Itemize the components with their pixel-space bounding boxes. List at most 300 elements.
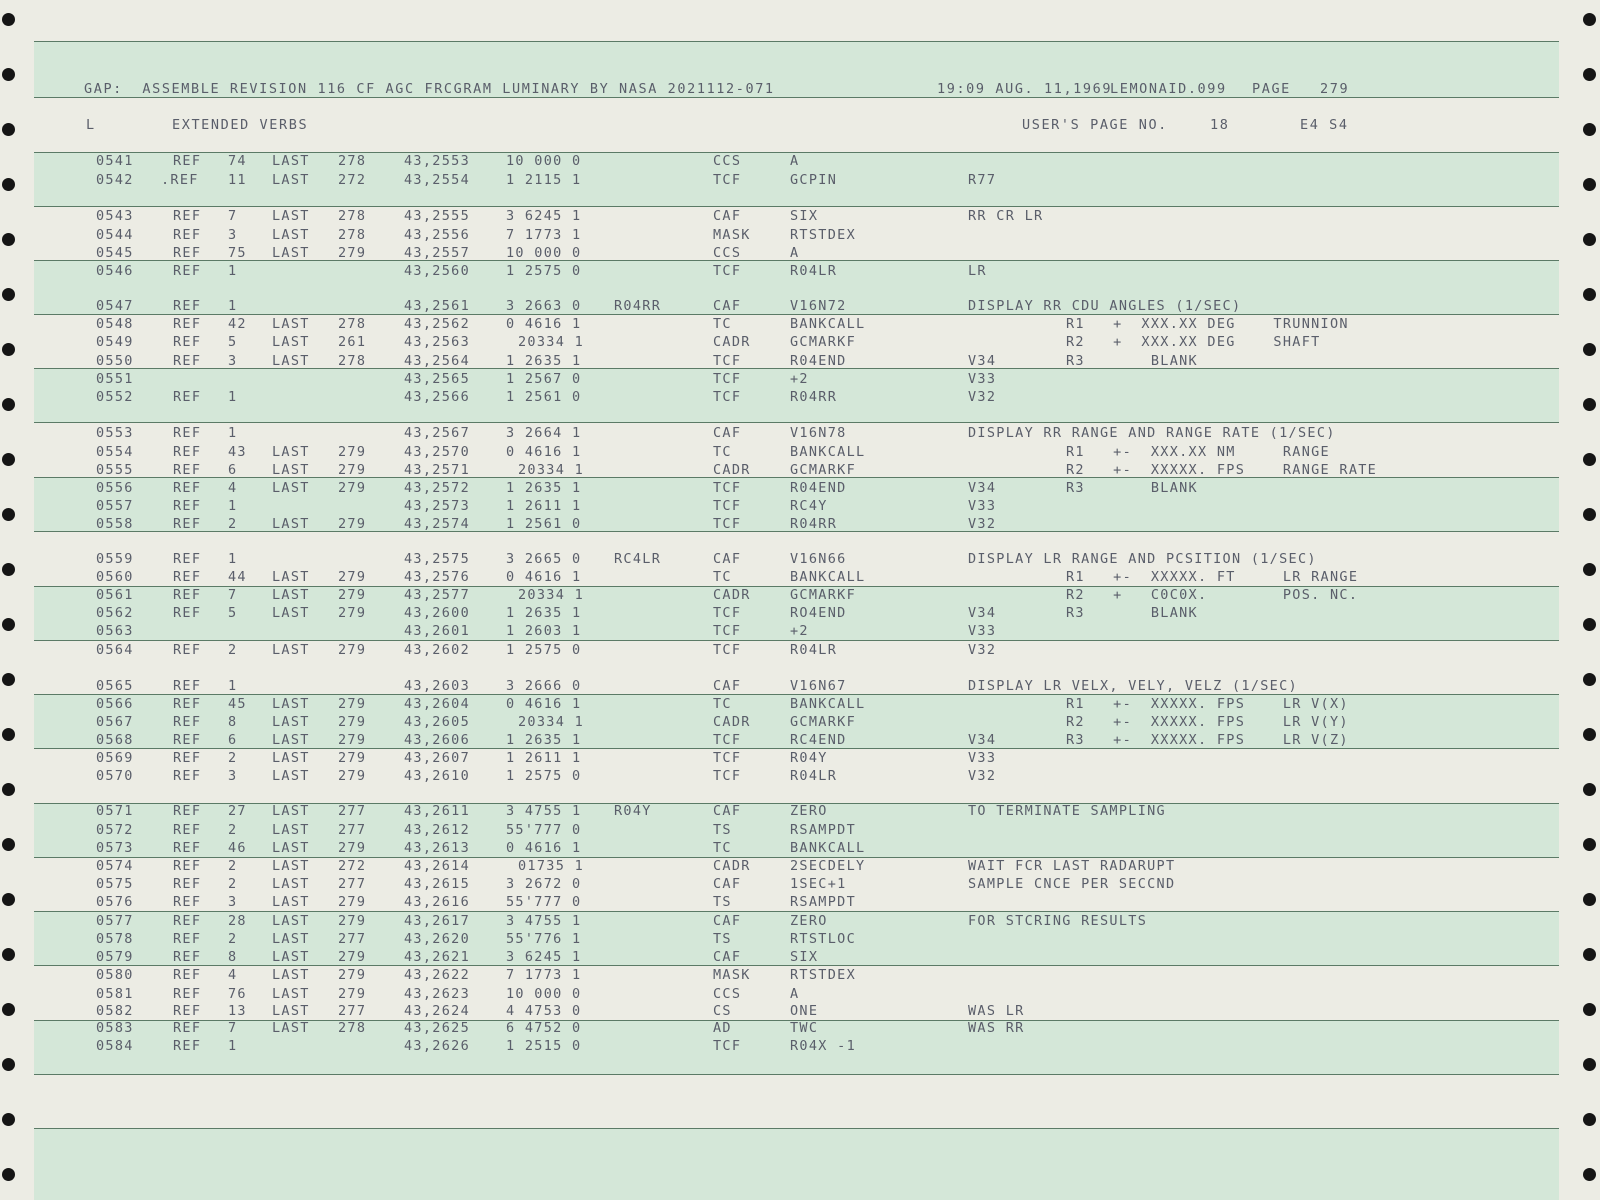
address: 43,2626 bbox=[404, 1038, 470, 1054]
octal-value: 20334 1 bbox=[518, 714, 584, 730]
listing-line bbox=[0, 497, 1600, 516]
ref-count: 7 bbox=[228, 587, 238, 603]
opcode: TCF bbox=[713, 353, 742, 369]
ref-count: 2 bbox=[228, 876, 238, 892]
line-number: 0565 bbox=[96, 678, 134, 694]
comment: V34 bbox=[968, 480, 997, 496]
address: 43,2603 bbox=[404, 678, 470, 694]
opcode: TCF bbox=[713, 605, 742, 621]
section-code: E4 S4 bbox=[1300, 117, 1349, 133]
listing-line bbox=[0, 226, 1600, 245]
line-number: 0581 bbox=[96, 986, 134, 1002]
listing-line bbox=[0, 370, 1600, 389]
comment: DISPLAY RR CDU ANGLES (1/SEC) bbox=[968, 298, 1242, 314]
opcode: AD bbox=[713, 1020, 732, 1036]
opcode: TCF bbox=[713, 642, 742, 658]
opcode: CADR bbox=[713, 587, 751, 603]
address: 43,2600 bbox=[404, 605, 470, 621]
ref-keyword: REF bbox=[173, 208, 202, 224]
opcode: CS bbox=[713, 1003, 732, 1019]
comment: WAIT FCR LAST RADARUPT bbox=[968, 858, 1176, 874]
last-keyword: LAST bbox=[272, 732, 310, 748]
listing-line bbox=[0, 152, 1600, 171]
ref-keyword: REF bbox=[173, 967, 202, 983]
line-number: 0583 bbox=[96, 1020, 134, 1036]
last-page: 279 bbox=[338, 913, 367, 929]
opcode: CCS bbox=[713, 153, 742, 169]
ref-count: 46 bbox=[228, 840, 247, 856]
display-comment: R3 BLANK bbox=[1066, 353, 1198, 369]
last-page: 279 bbox=[338, 949, 367, 965]
listing-line bbox=[0, 767, 1600, 786]
operand: GCMARKF bbox=[790, 334, 856, 350]
last-page: 279 bbox=[338, 245, 367, 261]
last-keyword: LAST bbox=[272, 1003, 310, 1019]
opcode: CAF bbox=[713, 876, 742, 892]
octal-value: 3 2664 1 bbox=[506, 425, 582, 441]
opcode: CAF bbox=[713, 208, 742, 224]
line-number: 0573 bbox=[96, 840, 134, 856]
operand: BANKCALL bbox=[790, 840, 866, 856]
opcode: TC bbox=[713, 696, 732, 712]
listing-line bbox=[0, 586, 1600, 605]
address: 43,2557 bbox=[404, 245, 470, 261]
display-comment: R1 +- XXX.XX NM RANGE bbox=[1066, 444, 1330, 460]
octal-value: 6 4752 0 bbox=[506, 1020, 582, 1036]
listing-line bbox=[0, 1037, 1600, 1056]
line-number: 0576 bbox=[96, 894, 134, 910]
last-keyword: LAST bbox=[272, 913, 310, 929]
operand: R04RR bbox=[790, 516, 838, 532]
listing-line bbox=[0, 244, 1600, 263]
line-number: 0578 bbox=[96, 931, 134, 947]
octal-value: 3 2665 0 bbox=[506, 551, 582, 567]
address: 43,2606 bbox=[404, 732, 470, 748]
operand: R04LR bbox=[790, 642, 838, 658]
operand: BANKCALL bbox=[790, 444, 866, 460]
ref-count: 1 bbox=[228, 425, 238, 441]
operand: RSAMPDT bbox=[790, 894, 856, 910]
ref-count: 1 bbox=[228, 498, 238, 514]
address: 43,2620 bbox=[404, 931, 470, 947]
address: 43,2602 bbox=[404, 642, 470, 658]
operand: ONE bbox=[790, 1003, 819, 1019]
feed-hole bbox=[2, 1168, 15, 1181]
ref-keyword: REF bbox=[173, 822, 202, 838]
operand: 1SEC+1 bbox=[790, 876, 847, 892]
ref-count: 7 bbox=[228, 1020, 238, 1036]
operand: RTSTDEX bbox=[790, 227, 856, 243]
opcode: MASK bbox=[713, 227, 751, 243]
comment: DISPLAY LR RANGE AND PCSITION (1/SEC) bbox=[968, 551, 1317, 567]
octal-value: 1 2635 1 bbox=[506, 480, 582, 496]
ref-keyword: REF bbox=[173, 298, 202, 314]
line-number: 0543 bbox=[96, 208, 134, 224]
ref-count: 1 bbox=[228, 1038, 238, 1054]
line-number: 0558 bbox=[96, 516, 134, 532]
address: 43,2563 bbox=[404, 334, 470, 350]
ref-count: 2 bbox=[228, 931, 238, 947]
operand: V16N72 bbox=[790, 298, 847, 314]
opcode: TS bbox=[713, 931, 732, 947]
comment: V34 bbox=[968, 732, 997, 748]
listing-line bbox=[0, 912, 1600, 931]
operand: V16N67 bbox=[790, 678, 847, 694]
section-header bbox=[0, 116, 1600, 135]
ref-count: 5 bbox=[228, 605, 238, 621]
last-page: 279 bbox=[338, 642, 367, 658]
last-keyword: LAST bbox=[272, 986, 310, 1002]
ref-keyword: REF bbox=[173, 1038, 202, 1054]
listing-line bbox=[0, 641, 1600, 660]
ref-count: 2 bbox=[228, 642, 238, 658]
operand: A bbox=[790, 245, 800, 261]
listing-line bbox=[0, 731, 1600, 750]
ref-keyword: .REF bbox=[161, 172, 199, 188]
operand: RSAMPDT bbox=[790, 822, 856, 838]
ref-keyword: REF bbox=[173, 316, 202, 332]
last-keyword: LAST bbox=[272, 803, 310, 819]
line-number: 0554 bbox=[96, 444, 134, 460]
line-number: 0556 bbox=[96, 480, 134, 496]
address: 43,2561 bbox=[404, 298, 470, 314]
operand: GCMARKF bbox=[790, 714, 856, 730]
octal-value: 55'777 0 bbox=[506, 894, 582, 910]
operand: ZERO bbox=[790, 913, 828, 929]
comment: V32 bbox=[968, 642, 997, 658]
last-keyword: LAST bbox=[272, 1020, 310, 1036]
octal-value: 3 2666 0 bbox=[506, 678, 582, 694]
last-page: 279 bbox=[338, 480, 367, 496]
opcode: CCS bbox=[713, 986, 742, 1002]
opcode: TS bbox=[713, 894, 732, 910]
operand: ZERO bbox=[790, 803, 828, 819]
last-keyword: LAST bbox=[272, 894, 310, 910]
address: 43,2616 bbox=[404, 894, 470, 910]
last-page: 278 bbox=[338, 353, 367, 369]
ref-keyword: REF bbox=[173, 334, 202, 350]
last-page: 279 bbox=[338, 967, 367, 983]
comment: R77 bbox=[968, 172, 997, 188]
opcode: TCF bbox=[713, 498, 742, 514]
operand: V16N78 bbox=[790, 425, 847, 441]
comment: FOR STCRING RESULTS bbox=[968, 913, 1148, 929]
line-number: 0547 bbox=[96, 298, 134, 314]
line-number: 0570 bbox=[96, 768, 134, 784]
octal-value: 4 4753 0 bbox=[506, 1003, 582, 1019]
listing-line bbox=[0, 1019, 1600, 1038]
line-number: 0550 bbox=[96, 353, 134, 369]
job-name: LEMONAID.099 bbox=[1110, 81, 1227, 97]
ref-count: 7 bbox=[228, 208, 238, 224]
display-comment: R1 +- XXXXX. FPS LR V(X) bbox=[1066, 696, 1349, 712]
last-page: 278 bbox=[338, 316, 367, 332]
comment: V33 bbox=[968, 750, 997, 766]
octal-value: 3 6245 1 bbox=[506, 949, 582, 965]
operand: R04END bbox=[790, 480, 847, 496]
ref-keyword: REF bbox=[173, 605, 202, 621]
address: 43,2564 bbox=[404, 353, 470, 369]
last-page: 261 bbox=[338, 334, 367, 350]
comment: LR bbox=[968, 263, 987, 279]
address: 43,2604 bbox=[404, 696, 470, 712]
label: RC4LR bbox=[614, 551, 662, 567]
octal-value: 0 4616 1 bbox=[506, 569, 582, 585]
line-number: 0557 bbox=[96, 498, 134, 514]
line-number: 0571 bbox=[96, 803, 134, 819]
line-number: 0584 bbox=[96, 1038, 134, 1054]
listing-line bbox=[0, 930, 1600, 949]
line-number: 0553 bbox=[96, 425, 134, 441]
address: 43,2572 bbox=[404, 480, 470, 496]
page-header bbox=[0, 80, 1600, 99]
octal-value: 0 4616 1 bbox=[506, 696, 582, 712]
ref-keyword: REF bbox=[173, 516, 202, 532]
opcode: TCF bbox=[713, 480, 742, 496]
label: R04RR bbox=[614, 298, 662, 314]
ref-keyword: REF bbox=[173, 498, 202, 514]
octal-value: 1 2635 1 bbox=[506, 732, 582, 748]
ref-count: 76 bbox=[228, 986, 247, 1002]
comment: V33 bbox=[968, 371, 997, 387]
last-page: 278 bbox=[338, 227, 367, 243]
last-page: 278 bbox=[338, 153, 367, 169]
address: 43,2574 bbox=[404, 516, 470, 532]
address: 43,2614 bbox=[404, 858, 470, 874]
octal-value: 7 1773 1 bbox=[506, 227, 582, 243]
comment: TO TERMINATE SAMPLING bbox=[968, 803, 1166, 819]
opcode: TCF bbox=[713, 172, 742, 188]
label: R04Y bbox=[614, 803, 652, 819]
octal-value: 1 2611 1 bbox=[506, 750, 582, 766]
line-number: 0562 bbox=[96, 605, 134, 621]
address: 43,2611 bbox=[404, 803, 470, 819]
line-number: 0555 bbox=[96, 462, 134, 478]
listing-line bbox=[0, 352, 1600, 371]
octal-value: 10 000 0 bbox=[506, 245, 582, 261]
operand: +2 bbox=[790, 371, 809, 387]
ref-keyword: REF bbox=[173, 462, 202, 478]
ref-count: 4 bbox=[228, 967, 238, 983]
ref-keyword: REF bbox=[173, 1020, 202, 1036]
last-page: 279 bbox=[338, 462, 367, 478]
address: 43,2555 bbox=[404, 208, 470, 224]
comment: WAS RR bbox=[968, 1020, 1025, 1036]
octal-value: 1 2575 0 bbox=[506, 768, 582, 784]
comment: SAMPLE CNCE PER SECCND bbox=[968, 876, 1176, 892]
listing-line bbox=[0, 749, 1600, 768]
last-keyword: LAST bbox=[272, 714, 310, 730]
ref-keyword: REF bbox=[173, 876, 202, 892]
operand: GCMARKF bbox=[790, 587, 856, 603]
last-keyword: LAST bbox=[272, 876, 310, 892]
octal-value: 3 4755 1 bbox=[506, 913, 582, 929]
feed-hole bbox=[1583, 13, 1596, 26]
comment: V32 bbox=[968, 768, 997, 784]
opcode: CAF bbox=[713, 425, 742, 441]
page-number: 279 bbox=[1320, 81, 1350, 97]
address: 43,2576 bbox=[404, 569, 470, 585]
octal-value: 55'776 1 bbox=[506, 931, 582, 947]
feed-hole bbox=[1583, 1058, 1596, 1071]
listing-line bbox=[0, 622, 1600, 641]
last-page: 277 bbox=[338, 822, 367, 838]
opcode: TCF bbox=[713, 516, 742, 532]
ref-count: 6 bbox=[228, 462, 238, 478]
comment: V33 bbox=[968, 498, 997, 514]
last-keyword: LAST bbox=[272, 750, 310, 766]
operand: BANKCALL bbox=[790, 316, 866, 332]
ref-count: 3 bbox=[228, 894, 238, 910]
octal-value: 1 2567 0 bbox=[506, 371, 582, 387]
address: 43,2607 bbox=[404, 750, 470, 766]
ref-count: 2 bbox=[228, 750, 238, 766]
ref-keyword: REF bbox=[173, 894, 202, 910]
octal-value: 1 2561 0 bbox=[506, 389, 582, 405]
operand: R04LR bbox=[790, 768, 838, 784]
band-rule bbox=[34, 422, 1559, 423]
display-comment: R2 +- XXXXX. FPS RANGE RATE bbox=[1066, 462, 1378, 478]
display-comment: R1 +- XXXXX. FT LR RANGE bbox=[1066, 569, 1359, 585]
line-number: 0560 bbox=[96, 569, 134, 585]
opcode: CADR bbox=[713, 462, 751, 478]
line-number: 0541 bbox=[96, 153, 134, 169]
band-rule bbox=[34, 1074, 1559, 1075]
listing-line bbox=[0, 695, 1600, 714]
address: 43,2571 bbox=[404, 462, 470, 478]
listing-line bbox=[0, 839, 1600, 858]
address: 43,2577 bbox=[404, 587, 470, 603]
opcode: TC bbox=[713, 316, 732, 332]
ref-keyword: REF bbox=[173, 696, 202, 712]
line-number: 0577 bbox=[96, 913, 134, 929]
listing-line bbox=[0, 550, 1600, 569]
ref-count: 8 bbox=[228, 714, 238, 730]
listing-line bbox=[0, 515, 1600, 534]
last-page: 272 bbox=[338, 858, 367, 874]
line-number: 0544 bbox=[96, 227, 134, 243]
line-number: 0579 bbox=[96, 949, 134, 965]
last-page: 272 bbox=[338, 172, 367, 188]
octal-value: 0 4616 1 bbox=[506, 444, 582, 460]
octal-value: 1 2603 1 bbox=[506, 623, 582, 639]
display-comment: R3 +- XXXXX. FPS LR V(Z) bbox=[1066, 732, 1349, 748]
listing-line bbox=[0, 333, 1600, 352]
opcode: CAF bbox=[713, 803, 742, 819]
operand: SIX bbox=[790, 949, 819, 965]
octal-value: 10 000 0 bbox=[506, 986, 582, 1002]
operand: V16N66 bbox=[790, 551, 847, 567]
listing-line bbox=[0, 713, 1600, 732]
ref-count: 2 bbox=[228, 516, 238, 532]
opcode: CAF bbox=[713, 551, 742, 567]
last-page: 279 bbox=[338, 732, 367, 748]
ref-count: 5 bbox=[228, 334, 238, 350]
last-keyword: LAST bbox=[272, 516, 310, 532]
octal-value: 1 2575 0 bbox=[506, 263, 582, 279]
listing-line bbox=[0, 388, 1600, 407]
last-page: 277 bbox=[338, 1003, 367, 1019]
opcode: TCF bbox=[713, 389, 742, 405]
operand: TWC bbox=[790, 1020, 819, 1036]
last-keyword: LAST bbox=[272, 334, 310, 350]
operand: +2 bbox=[790, 623, 809, 639]
comment: RR CR LR bbox=[968, 208, 1044, 224]
opcode: TCF bbox=[713, 623, 742, 639]
last-page: 278 bbox=[338, 208, 367, 224]
feed-hole bbox=[2, 13, 15, 26]
ref-count: 28 bbox=[228, 913, 247, 929]
line-number: 0566 bbox=[96, 696, 134, 712]
octal-value: 0 4616 1 bbox=[506, 316, 582, 332]
last-keyword: LAST bbox=[272, 840, 310, 856]
address: 43,2605 bbox=[404, 714, 470, 730]
last-page: 279 bbox=[338, 894, 367, 910]
last-page: 279 bbox=[338, 587, 367, 603]
line-number: 0546 bbox=[96, 263, 134, 279]
operand: BANKCALL bbox=[790, 696, 866, 712]
opcode: TCF bbox=[713, 1038, 742, 1054]
feed-hole bbox=[1583, 1113, 1596, 1126]
section-title: EXTENDED VERBS bbox=[172, 117, 309, 133]
octal-value: 3 2672 0 bbox=[506, 876, 582, 892]
ref-keyword: REF bbox=[173, 587, 202, 603]
listing-line bbox=[0, 677, 1600, 696]
ref-keyword: REF bbox=[173, 678, 202, 694]
opcode: TCF bbox=[713, 263, 742, 279]
ref-count: 1 bbox=[228, 263, 238, 279]
ref-keyword: REF bbox=[173, 1003, 202, 1019]
last-keyword: LAST bbox=[272, 316, 310, 332]
last-page: 279 bbox=[338, 840, 367, 856]
operand: SIX bbox=[790, 208, 819, 224]
opcode: TS bbox=[713, 822, 732, 838]
operand: BANKCALL bbox=[790, 569, 866, 585]
address: 43,2621 bbox=[404, 949, 470, 965]
last-page: 279 bbox=[338, 569, 367, 585]
opcode: TC bbox=[713, 444, 732, 460]
listing-line bbox=[0, 893, 1600, 912]
ref-keyword: REF bbox=[173, 569, 202, 585]
address: 43,2560 bbox=[404, 263, 470, 279]
opcode: TC bbox=[713, 569, 732, 585]
last-page: 277 bbox=[338, 931, 367, 947]
comment: V32 bbox=[968, 516, 997, 532]
last-keyword: LAST bbox=[272, 172, 310, 188]
line-number: 0580 bbox=[96, 967, 134, 983]
address: 43,2601 bbox=[404, 623, 470, 639]
green-band bbox=[34, 1128, 1559, 1200]
display-comment: R2 +- XXXXX. FPS LR V(Y) bbox=[1066, 714, 1349, 730]
ref-keyword: REF bbox=[173, 803, 202, 819]
listing-line bbox=[0, 857, 1600, 876]
operand: A bbox=[790, 986, 800, 1002]
address: 43,2623 bbox=[404, 986, 470, 1002]
ref-keyword: REF bbox=[173, 750, 202, 766]
comment: DISPLAY LR VELX, VELY, VELZ (1/SEC) bbox=[968, 678, 1298, 694]
line-number: 0548 bbox=[96, 316, 134, 332]
ref-count: 27 bbox=[228, 803, 247, 819]
operand: 2SECDELY bbox=[790, 858, 866, 874]
listing-line bbox=[0, 875, 1600, 894]
last-page: 278 bbox=[338, 1020, 367, 1036]
comment: WAS LR bbox=[968, 1003, 1025, 1019]
line-number: 0567 bbox=[96, 714, 134, 730]
address: 43,2565 bbox=[404, 371, 470, 387]
ref-count: 3 bbox=[228, 353, 238, 369]
opcode: CAF bbox=[713, 298, 742, 314]
operand: RO4END bbox=[790, 605, 847, 621]
